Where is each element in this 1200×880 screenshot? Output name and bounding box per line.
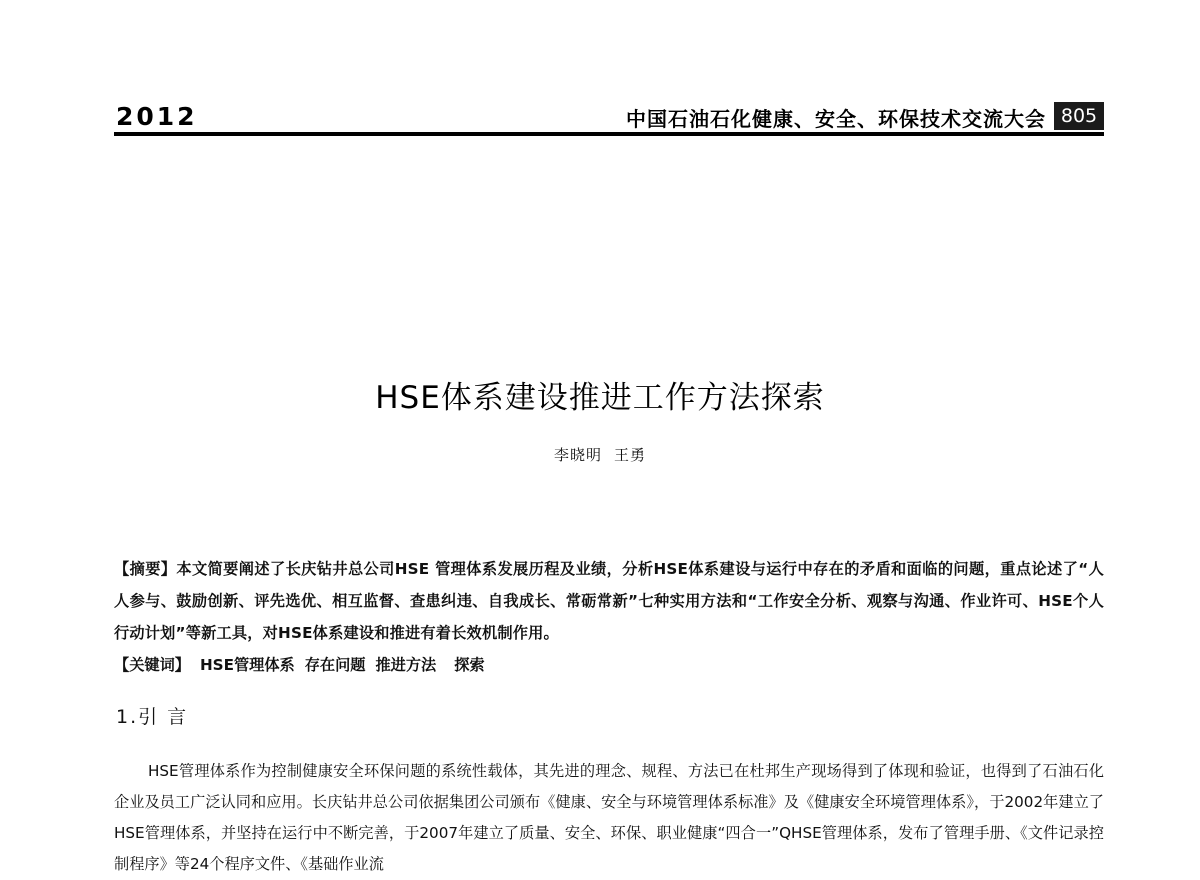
keyword: 探索 <box>454 656 485 674</box>
page-number-badge: 805 <box>1054 102 1104 130</box>
author-name: 王勇 <box>614 446 647 464</box>
author-list <box>0 444 1200 465</box>
keywords <box>114 649 1104 681</box>
body-paragraph: HSE管理体系作为控制健康安全环保问题的系统性载体，其先进的理念、规程、方法已在杜邦生产现场得到了体现和验证，也得到了石油石化企业及员工广泛认同和应用。长庆钻井总公司依据集团公司颁布《健康、安全与环境管理体系标准》及《健康安全环境管理体系》，于2002年建立了HSE管理体系，并坚持在运行中不断完善，于2007年建立了质量、安全、环保、职业健康“四合一”QHSE管理体系，发布了管理手册、《文件记录控制程序》等24个程序文件、《基础作业流 <box>114 762 1104 873</box>
keyword: 存在问题 <box>304 656 366 674</box>
abstract-label: 【摘要】 <box>114 560 177 578</box>
abstract <box>114 553 1104 649</box>
keyword: HSE管理体系 <box>199 656 295 674</box>
conference-title: 中国石油石化健康、安全、环保技术交流大会 <box>626 107 1046 131</box>
section-heading: 1.引 言 <box>116 706 189 728</box>
abstract-text: 本文简要阐述了长庆钻井总公司HSE 管理体系发展历程及业绩，分析HSE体系建设与运行中存在的矛盾和面临的问题，重点论述了“人人参与、鼓励创新、评先选优、相互监督、查患纠违、自我成长、常砺常新”七种实用方法和“工作安全分析、观察与沟通、作业许可、HSE个人行动计划”等新工具，对HSE体系建设和推进有着长效机制作用。 <box>114 560 1104 642</box>
keyword: 推进方法 <box>375 656 437 674</box>
keywords-label: 【关键词】 <box>114 656 190 674</box>
running-header <box>114 100 1104 134</box>
article-title: HSE体系建设推进工作方法探索 <box>375 380 825 416</box>
header-rule <box>114 132 1104 136</box>
author-name: 李晓明 <box>553 446 602 464</box>
header-year: 2012 <box>116 102 198 131</box>
